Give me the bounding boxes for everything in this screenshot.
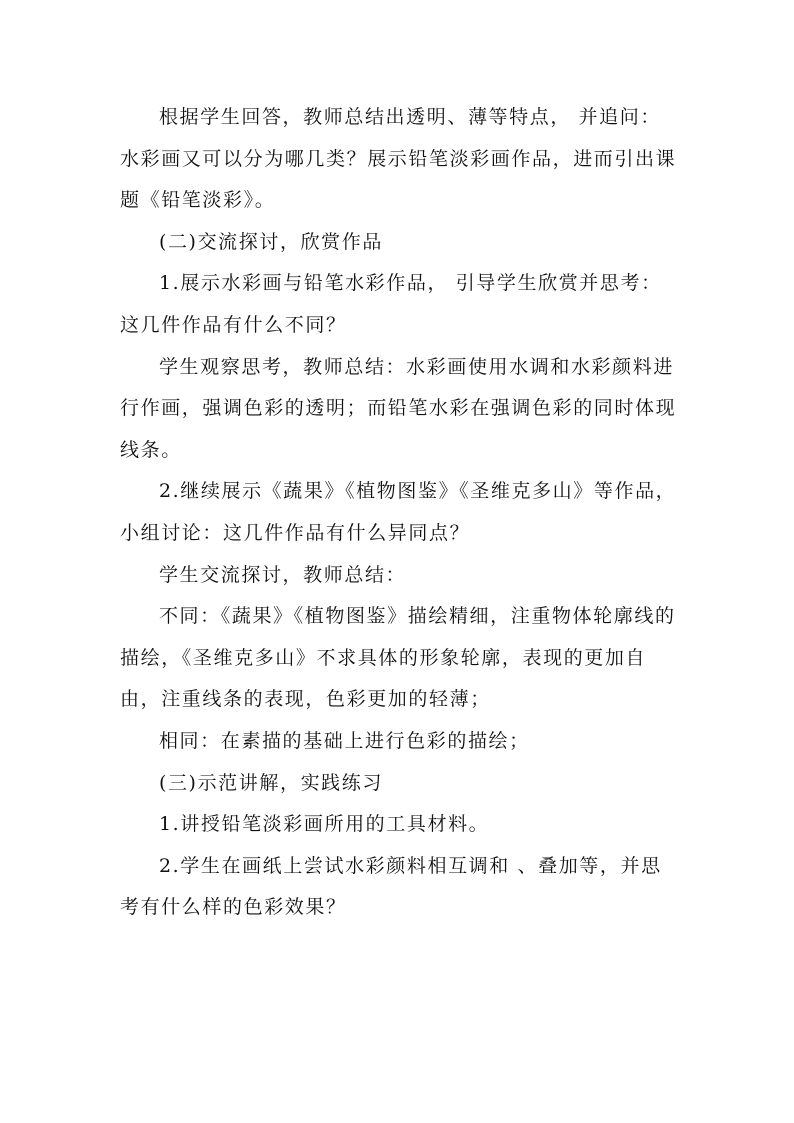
paragraph-similarities: 相同：在素描的基础上进行色彩的描绘；	[158, 729, 530, 752]
paragraph-materials: 1.讲授铅笔淡彩画所用的工具材料。	[158, 813, 490, 836]
paragraph-step-1: 1.展示水彩画与铅笔水彩作品， 引导学生欣赏并思考：这几件作品有什么不同？	[120, 272, 662, 336]
paragraph-step-2: 2.继续展示《蔬果》《植物图鉴》《圣维克多山》等作品，小组讨论：这几件作品有什么异同点？	[120, 480, 677, 544]
paragraph-observation: 学生观察思考，教师总结：水彩画使用水调和水彩颜料进行作画，强调色彩的透明；而铅笔水彩在强调色彩的同时体现线条。	[120, 355, 677, 461]
paragraph-discussion-intro: 学生交流探讨，教师总结：	[158, 563, 407, 586]
section-heading-2: (二)交流探讨，欣赏作品	[158, 230, 383, 253]
paragraph-summary-followup: 根据学生回答，教师总结出透明、薄等特点， 并追问：水彩画又可以分为哪几类？展示铅笔淡彩画作品，进而引出课题《铅笔淡彩》。	[120, 106, 677, 212]
paragraph-differences: 不同：《蔬果》《植物图鉴》描绘精细，注重物体轮廓线的描绘，《圣维克多山》不求具体的形象轮廓，表现的更加自由，注重线条的表现，色彩更加的轻薄；	[120, 605, 676, 711]
section-heading-3: (三)示范讲解，实践练习	[158, 771, 383, 794]
paragraph-practice: 2.学生在画纸上尝试水彩颜料相互调和 、叠加等，并思考有什么样的色彩效果？	[120, 854, 662, 919]
document-body	[120, 97, 680, 929]
